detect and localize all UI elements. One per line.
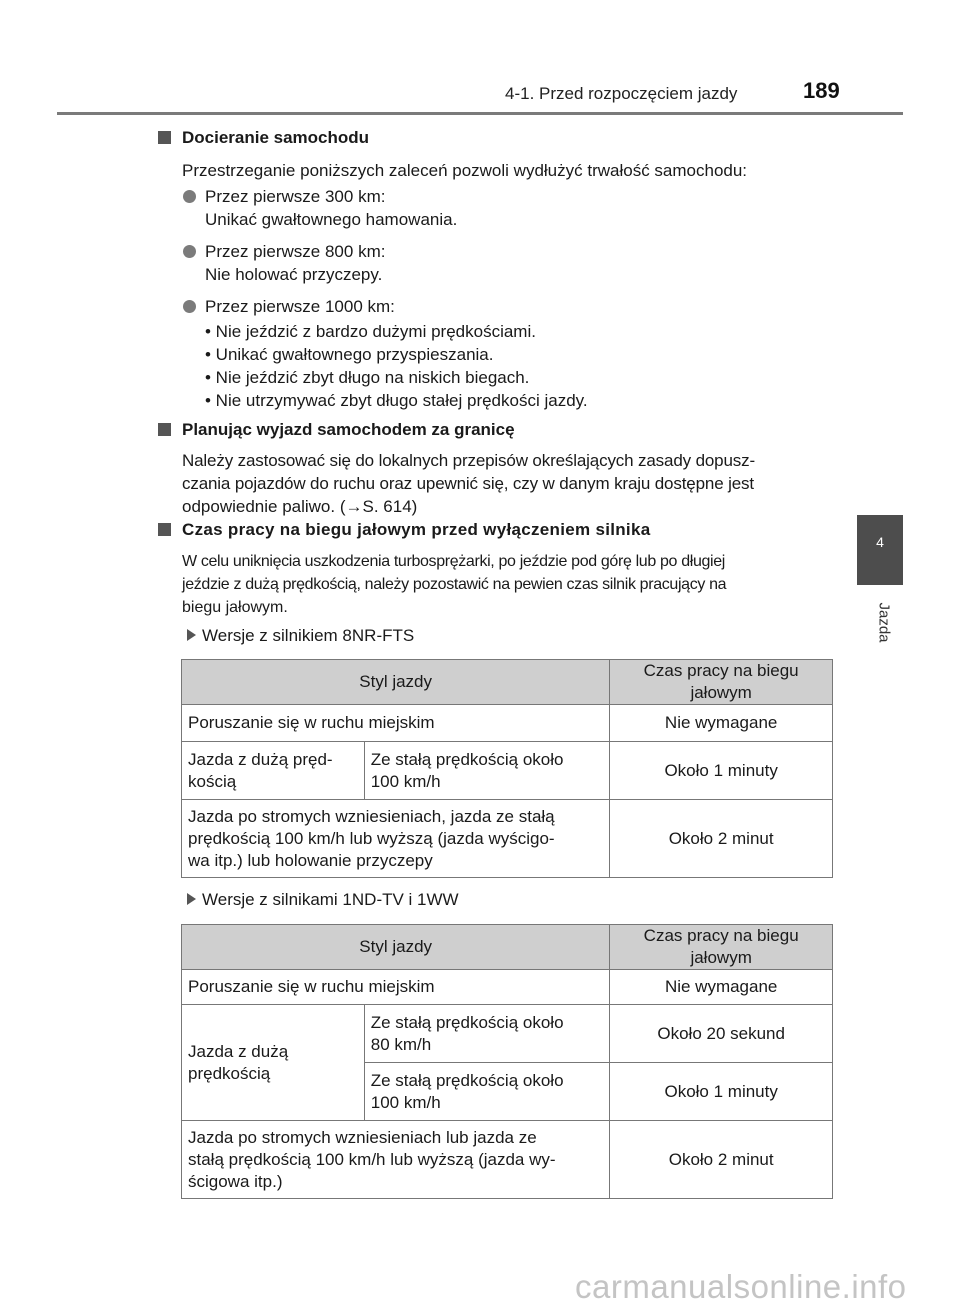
section-intro: Przestrzeganie poniższych zaleceń pozwoli wydłużyć trwałość samochodu:: [182, 161, 748, 180]
circle-bullet-icon: [183, 190, 196, 203]
paragraph-line: [182, 495, 417, 518]
square-bullet-icon: [158, 131, 171, 144]
table-row: [182, 800, 833, 878]
table-cell: Około 20 sekund: [610, 1005, 833, 1063]
watermark: carmanualsonline.info: [575, 1268, 907, 1305]
triangle-bullet-icon: [187, 893, 196, 905]
table-caption: Wersje z silnikami 1ND-TV i 1WW: [202, 890, 459, 909]
idle-time-table: [181, 924, 833, 1199]
table-row: [182, 1005, 833, 1063]
table-cell: Ze stałą prędkością około 80 km/h: [364, 1005, 610, 1063]
chapter-tab: [857, 515, 903, 585]
paragraph-line: biegu jałowym.: [182, 599, 288, 616]
paragraph-line: jeździe z dużą prędkością, należy pozostawić na pewien czas silnik pracujący na: [182, 576, 727, 593]
table-header-row: [182, 660, 833, 705]
list-item-line: Przez pierwsze 1000 km:: [205, 297, 395, 316]
table-cell: Nie wymagane: [610, 705, 833, 742]
paragraph-text: odpowiednie paliwo. (: [182, 497, 346, 516]
table-cell: Jazda z dużą prędkością: [182, 1005, 365, 1121]
paragraph-line: Należy zastosować się do lokalnych przepisów określających zasady dopusz-: [182, 451, 755, 470]
section-title: Planując wyjazd samochodem za granicę: [182, 420, 515, 439]
page-reference: S. 614): [362, 497, 418, 516]
sub-list-item: • Unikać gwałtownego przyspieszania.: [205, 345, 494, 364]
table-cell: Poruszanie się w ruchu miejskim: [182, 970, 610, 1005]
header-cell-time: Czas pracy na biegu jałowym: [610, 660, 833, 705]
chapter-title: 4-1. Przed rozpoczęciem jazdy: [505, 84, 738, 103]
table-cell: Około 1 minuty: [610, 742, 833, 800]
table-row: [182, 742, 833, 800]
square-bullet-icon: [158, 523, 171, 536]
table-cell: Nie wymagane: [610, 970, 833, 1005]
table-cell: Około 2 minut: [610, 800, 833, 878]
list-item-line: Unikać gwałtownego hamowania.: [205, 210, 458, 229]
table-cell: Około 1 minuty: [610, 1063, 833, 1121]
table-cell: Poruszanie się w ruchu miejskim: [182, 705, 610, 742]
sub-list-item: • Nie jeździć zbyt długo na niskich biegach.: [205, 368, 530, 387]
section-heading: [158, 420, 515, 440]
table-cell: Jazda po stromych wzniesieniach, jazda ze stałą prędkością 100 km/h lub wyższą (jazda wyścigo- wa itp.) lub holowanie przyczepy: [182, 800, 610, 878]
list-item-line: Przez pierwsze 300 km:: [205, 187, 386, 206]
chapter-side-label-text: Jazda: [875, 602, 893, 643]
table-cell: Ze stałą prędkością około 100 km/h: [364, 742, 610, 800]
table-row: [182, 970, 833, 1005]
list-item-line: Nie holować przyczepy.: [205, 265, 383, 284]
table-cell: Około 2 minut: [610, 1121, 833, 1199]
section-title: Czas pracy na biegu jałowym przed wyłączeniem silnika: [182, 520, 651, 539]
table-row: [182, 1121, 833, 1199]
triangle-bullet-icon: [187, 629, 196, 641]
table-header-row: [182, 925, 833, 970]
square-bullet-icon: [158, 423, 171, 436]
sub-list-item: • Nie jeździć z bardzo dużymi prędkościami.: [205, 322, 536, 341]
circle-bullet-icon: [183, 300, 196, 313]
section-heading: [158, 128, 369, 148]
header-cell-style: Styl jazdy: [182, 660, 610, 705]
section-title: Docieranie samochodu: [182, 128, 370, 147]
table-cell: Jazda po stromych wzniesieniach lub jazda ze stałą prędkością 100 km/h lub wyższą (jazda wy- ścigowa itp.): [182, 1121, 610, 1199]
table-cell: Jazda z dużą pręd- kością: [182, 742, 365, 800]
paragraph-line: czania pojazdów do ruchu oraz upewnić się, czy w danym kraju dostępne jest: [182, 474, 754, 493]
sub-list-item: • Nie utrzymywać zbyt długo stałej prędkości jazdy.: [205, 391, 588, 410]
chapter-side-label: [858, 590, 902, 650]
list-item-line: Przez pierwsze 800 km:: [205, 242, 386, 261]
paragraph-line: W celu uniknięcia uszkodzenia turbosprężarki, po jeździe pod górę lub po długiej: [182, 553, 726, 570]
section-heading: [158, 520, 650, 540]
header-rule: [57, 112, 903, 115]
table-caption: Wersje z silnikiem 8NR-FTS: [202, 626, 415, 645]
idle-time-table: [181, 659, 833, 878]
page-ref-arrow-icon: →: [345, 497, 363, 516]
chapter-tab-number: 4: [876, 534, 884, 550]
table-row: [182, 705, 833, 742]
circle-bullet-icon: [183, 245, 196, 258]
header-cell-style: Styl jazdy: [182, 925, 610, 970]
table-cell: Ze stałą prędkością około 100 km/h: [364, 1063, 610, 1121]
header-cell-time: Czas pracy na biegu jałowym: [610, 925, 833, 970]
page-number: 189: [803, 78, 840, 103]
